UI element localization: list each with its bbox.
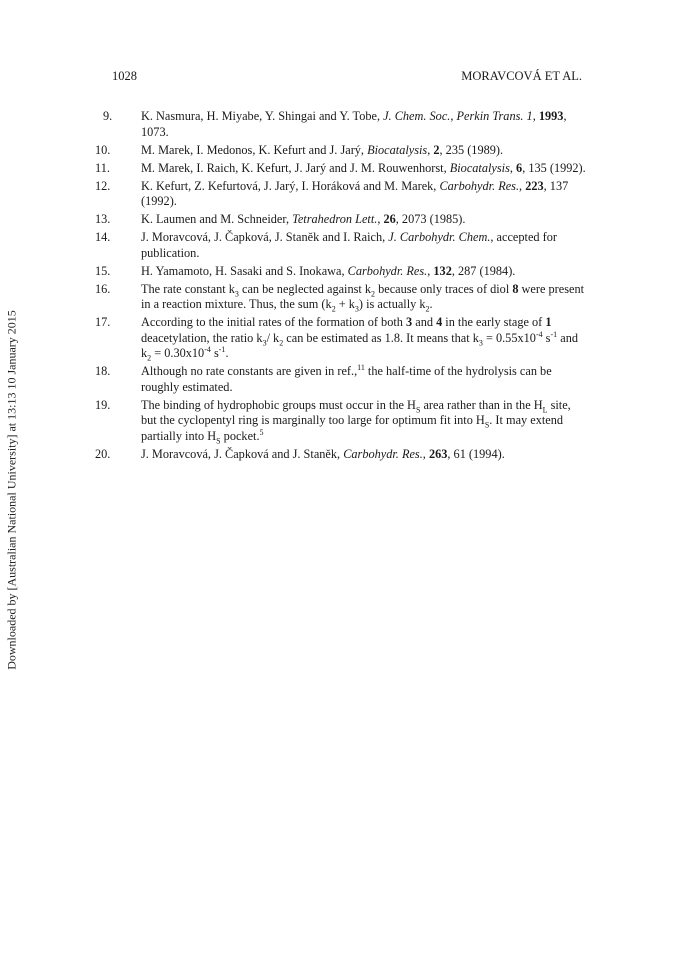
page-number: 1028 xyxy=(112,69,137,83)
reference-segment: ) is actually k xyxy=(358,297,426,311)
reference-item xyxy=(95,364,587,395)
reference-item xyxy=(95,212,587,228)
reference-number: 11. xyxy=(95,160,110,175)
reference-segment: Carbohydr. Res. xyxy=(343,446,423,461)
reference-segment: because only traces of diol xyxy=(375,281,513,296)
reference-text xyxy=(141,212,587,228)
reference-number: 14. xyxy=(95,230,111,244)
reference-segment: -1 xyxy=(550,329,558,339)
reference-segment: 2 xyxy=(147,353,152,363)
reference-number: 9. xyxy=(103,109,113,123)
reference-text xyxy=(141,143,587,159)
reference-segment: . xyxy=(429,297,433,311)
reference-segment: 1 xyxy=(545,315,552,329)
reference-segment: 3 xyxy=(234,288,239,298)
reference-segment: S xyxy=(415,404,421,414)
reference-segment: , 287 (1984). xyxy=(451,263,516,278)
reference-number: 19. xyxy=(95,397,111,412)
reference-segment: , 137 (1992). xyxy=(141,178,569,208)
reference-segment: and k xyxy=(141,330,578,360)
reference-segment: , 135 (1992). xyxy=(522,160,586,175)
reference-segment: area rather than in the H xyxy=(420,397,543,412)
reference-segment: 263 xyxy=(428,446,448,461)
reference-item xyxy=(95,447,587,463)
reference-item xyxy=(95,282,587,313)
reference-number: 16. xyxy=(95,281,111,296)
reference-text xyxy=(141,179,587,210)
reference-segment: . xyxy=(225,346,229,360)
reference-segment: 3 xyxy=(262,337,267,347)
reference-text xyxy=(141,398,587,445)
reference-segment: . It may extend partially into H xyxy=(141,413,564,443)
reference-segment: 1993 xyxy=(538,109,564,123)
reference-segment: pocket. xyxy=(220,428,260,443)
reference-segment: , xyxy=(427,142,434,157)
reference-segment: 2 xyxy=(279,337,284,347)
reference-segment: in the early stage of xyxy=(442,315,546,329)
reference-segment: , 235 (1989). xyxy=(439,142,504,157)
reference-segment: site, but the cyclopentyl ring is marginally too large for optimum fit into H xyxy=(141,397,571,427)
reference-text xyxy=(141,282,587,313)
reference-segment: Biocatalysis xyxy=(449,160,510,175)
reference-segment: K. Kefurt, Z. Kefurtová, J. Jarý, I. Horáková and M. Marek, xyxy=(141,178,440,193)
reference-segment: = 0.55x10 xyxy=(482,330,536,345)
reference-segment: 3 xyxy=(406,315,413,329)
reference-segment: can be neglected against k xyxy=(238,281,372,296)
reference-item xyxy=(95,264,587,280)
reference-segment: M. Marek, I. Medonos, K. Kefurt and J. Jarý, xyxy=(141,142,368,157)
reference-segment: = 0.30x10 xyxy=(151,346,205,360)
reference-text xyxy=(141,315,587,362)
reference-segment: the half-time of the hydrolysis can be roughly estimated. xyxy=(141,364,552,394)
reference-item xyxy=(95,161,587,177)
reference-number: 17. xyxy=(95,315,111,329)
reference-item xyxy=(95,179,587,210)
reference-number: 15. xyxy=(95,263,111,278)
reference-item xyxy=(95,109,587,140)
reference-segment: , xyxy=(532,109,539,123)
reference-text xyxy=(141,364,587,395)
reference-segment: J. Carbohydr. Chem. xyxy=(388,230,491,244)
reference-segment: deacetylation, the ratio k xyxy=(141,330,263,345)
reference-segment: M. Marek, I. Raich, K. Kefurt, J. Jarý and J. M. Rouwenhorst, xyxy=(141,160,450,175)
reference-text xyxy=(141,230,587,261)
reference-segment: s xyxy=(542,330,551,345)
reference-segment: The rate constant k xyxy=(141,281,235,296)
reference-segment: , xyxy=(377,212,384,226)
reference-segment: , 2073 (1985). xyxy=(395,212,466,226)
reference-segment: , xyxy=(519,178,526,193)
reference-segment: , xyxy=(422,446,429,461)
reference-segment: 2 xyxy=(425,304,430,314)
reference-segment: 223 xyxy=(525,178,544,193)
running-header xyxy=(112,69,582,85)
reference-segment: , accepted for publication. xyxy=(141,230,557,260)
reference-text xyxy=(141,264,587,280)
reference-segment: / k xyxy=(266,330,280,345)
reference-segment: L xyxy=(542,404,548,414)
reference-segment: 2 xyxy=(331,304,336,314)
reference-segment: 3 xyxy=(354,304,359,314)
reference-segment: 8 xyxy=(512,281,519,296)
reference-segment: , 1073. xyxy=(141,109,567,139)
reference-segment: -1 xyxy=(218,344,226,354)
reference-segment: The binding of hydrophobic groups must occur in the H xyxy=(141,397,416,412)
reference-segment: J. Moravcová, J. Čapková and J. Staněk, xyxy=(141,446,344,461)
reference-segment: 4 xyxy=(436,315,443,329)
reference-segment: 26 xyxy=(383,212,396,226)
reference-number: 12. xyxy=(95,178,111,193)
reference-segment: 2 xyxy=(371,288,376,298)
reference-item xyxy=(95,230,587,261)
reference-segment: can be estimated as 1.8. It means that k xyxy=(283,330,479,345)
reference-segment: + k xyxy=(335,297,355,311)
reference-segment: J. Chem. Soc., Perkin Trans. 1 xyxy=(383,109,533,123)
reference-text xyxy=(141,109,587,140)
reference-segment: H. Yamamoto, H. Sasaki and S. Inokawa, xyxy=(141,263,348,278)
reference-item xyxy=(95,315,587,362)
reference-segment: Carbohydr. Res. xyxy=(439,178,520,193)
reference-segment: 3 xyxy=(478,337,483,347)
reference-segment: 5 xyxy=(259,427,264,437)
reference-segment: 2 xyxy=(433,142,440,157)
reference-segment: , 61 (1994). xyxy=(447,446,505,461)
reference-segment: and xyxy=(412,315,437,329)
reference-segment: Biocatalysis xyxy=(367,142,428,157)
reference-segment: were present in a reaction mixture. Thus, the sum (k xyxy=(141,281,585,311)
reference-segment: s xyxy=(210,346,219,360)
reference-segment: S xyxy=(216,435,221,445)
reference-segment: , xyxy=(509,160,517,175)
reference-number: 10. xyxy=(95,142,111,157)
reference-segment: Tetrahedron Lett. xyxy=(292,212,378,226)
reference-segment: J. Moravcová, J. Čapková, J. Staněk and I. Raich, xyxy=(141,230,389,244)
running-head: MORAVCOVÁ ET AL. xyxy=(461,69,582,83)
reference-segment: According to the initial rates of the formation of both xyxy=(141,315,406,329)
reference-number: 20. xyxy=(95,446,111,461)
reference-number: 13. xyxy=(95,212,111,226)
reference-segment: Carbohydr. Res. xyxy=(347,263,428,278)
reference-segment: 132 xyxy=(433,263,452,278)
reference-segment: K. Nasmura, H. Miyabe, Y. Shingai and Y. Tobe, xyxy=(141,109,384,123)
reference-number: 18. xyxy=(95,364,111,378)
reference-item xyxy=(95,143,587,159)
reference-segment: 6 xyxy=(516,160,523,175)
reference-segment: -4 xyxy=(204,344,211,354)
reference-text xyxy=(141,161,587,177)
reference-segment: -4 xyxy=(535,329,543,339)
download-watermark xyxy=(3,300,21,680)
reference-text xyxy=(141,447,587,463)
download-watermark-text: Downloaded by [Australian National University] at 13:13 10 January 2015 xyxy=(4,310,19,670)
reference-segment: Although no rate constants are given in ref., xyxy=(141,364,358,378)
reference-list xyxy=(95,109,587,465)
reference-segment: K. Laumen and M. Schneider, xyxy=(141,212,293,226)
reference-item xyxy=(95,398,587,445)
reference-segment: , xyxy=(427,263,434,278)
reference-segment: S xyxy=(484,420,490,430)
reference-segment: 11 xyxy=(357,362,365,372)
